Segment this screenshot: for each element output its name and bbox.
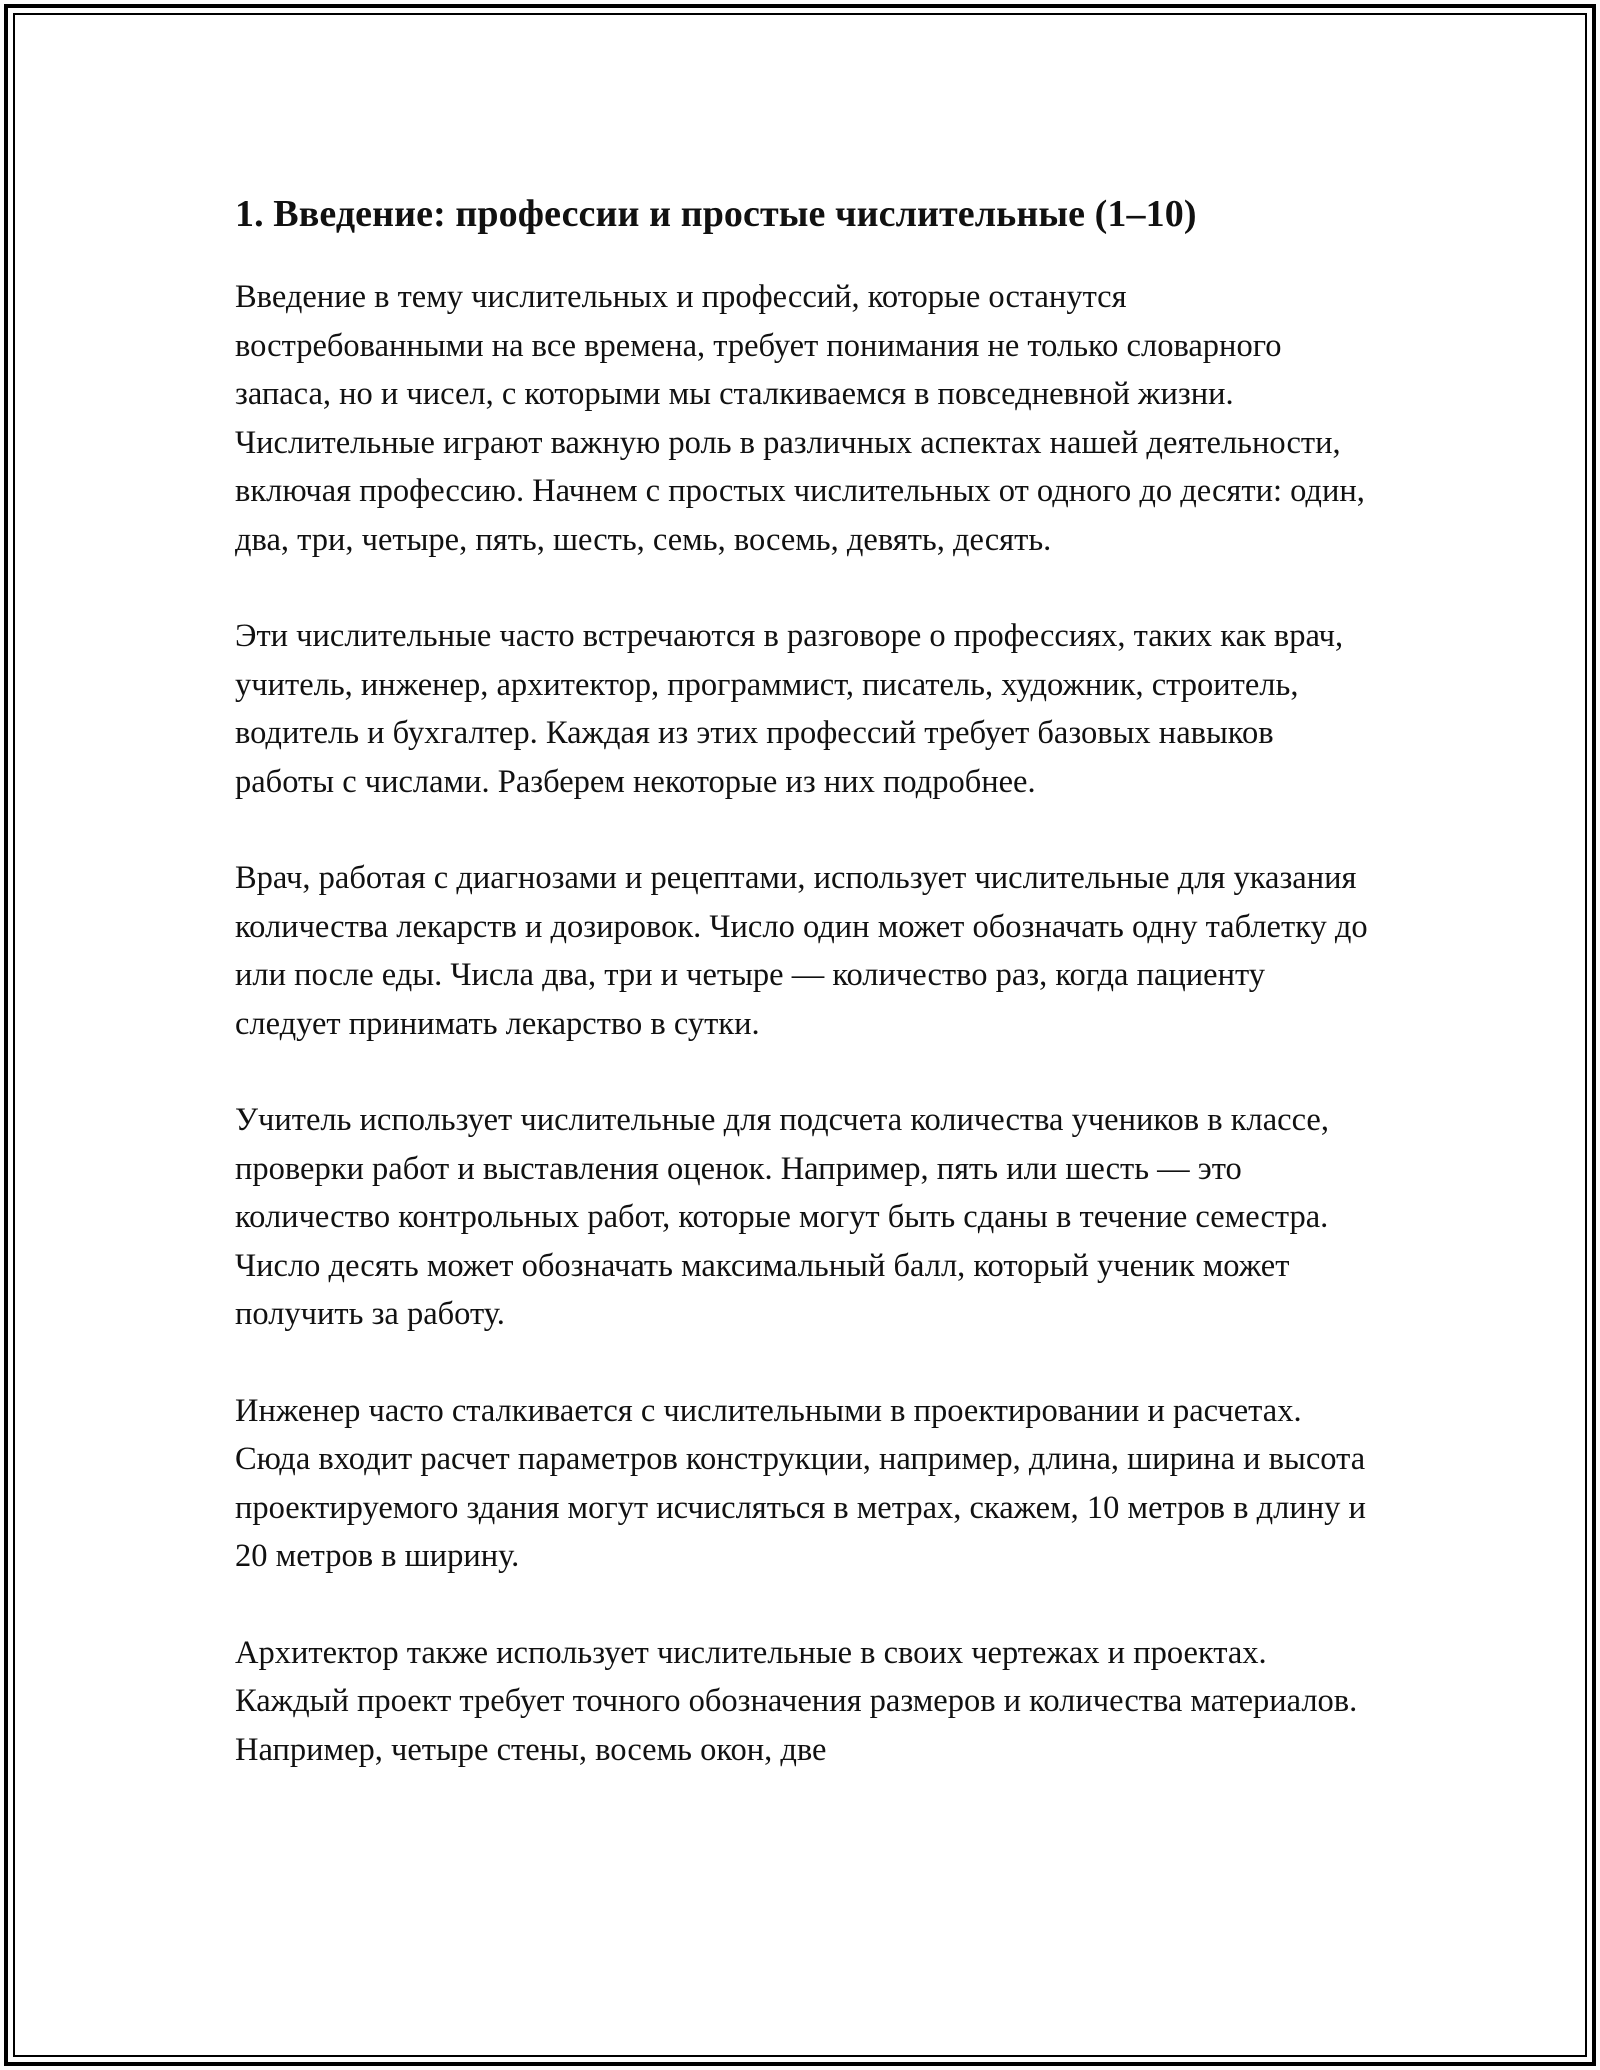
paragraph-engineer: Инженер часто сталкивается с числительными в проектировании и расчетах. Сюда входит расчет параметров конструкции, например, длина, ширина и высота проектируемого здания могут исчисляться в метрах, скажем, 10 метров в длину и 20 метров в ширину.: [235, 1392, 1366, 1574]
paragraph-teacher: Учитель использует числительные для подсчета количества учеников в классе, проверки работ и выставления оценок. Например, пять или шесть — это количество контрольных работ, которые могут быть сданы в течение семестра. Число десять может обозначать максимальный балл, который ученик может получить за работу.: [235, 1102, 1329, 1332]
paragraph-professions: Эти числительные часто встречаются в разговоре о профессиях, таких как врач, учитель, инженер, архитектор, программист, писатель, художник, строитель, водитель и бухгалтер. Каждая из этих профессий требует базовых навыков работы с числами. Разберем некоторые из них подробнее.: [235, 618, 1344, 800]
paragraph-intro: Введение в тему числительных и профессий, которые останутся востребованными на все времена, требует понимания не только словарного запаса, но и чисел, с которыми мы сталкиваемся в повседневной жизни. Числительные играют важную роль в различных аспектах нашей деятельности, включая профессию. Начнем с простых числительных от одного до десяти: один, два, три, четыре, пять, шесть, семь, восемь, девять, десять.: [235, 279, 1365, 558]
paragraph-doctor: Врач, работая с диагнозами и рецептами, использует числительные для указания количества лекарств и дозировок. Число один может обозначать одну таблетку до или после еды. Числа два, три и четыре — количество раз, когда пациенту следует принимать лекарство в сутки.: [235, 860, 1368, 1042]
document-body: [235, 185, 1375, 1822]
page-title: 1. Введение: профессии и простые числительные (1–10): [235, 193, 1197, 235]
paragraph-architect: Архитектор также использует числительные в своих чертежах и проектах. Каждый проект требует точного обозначения размеров и количества материалов. Например, четыре стены, восемь окон, две: [235, 1634, 1358, 1768]
